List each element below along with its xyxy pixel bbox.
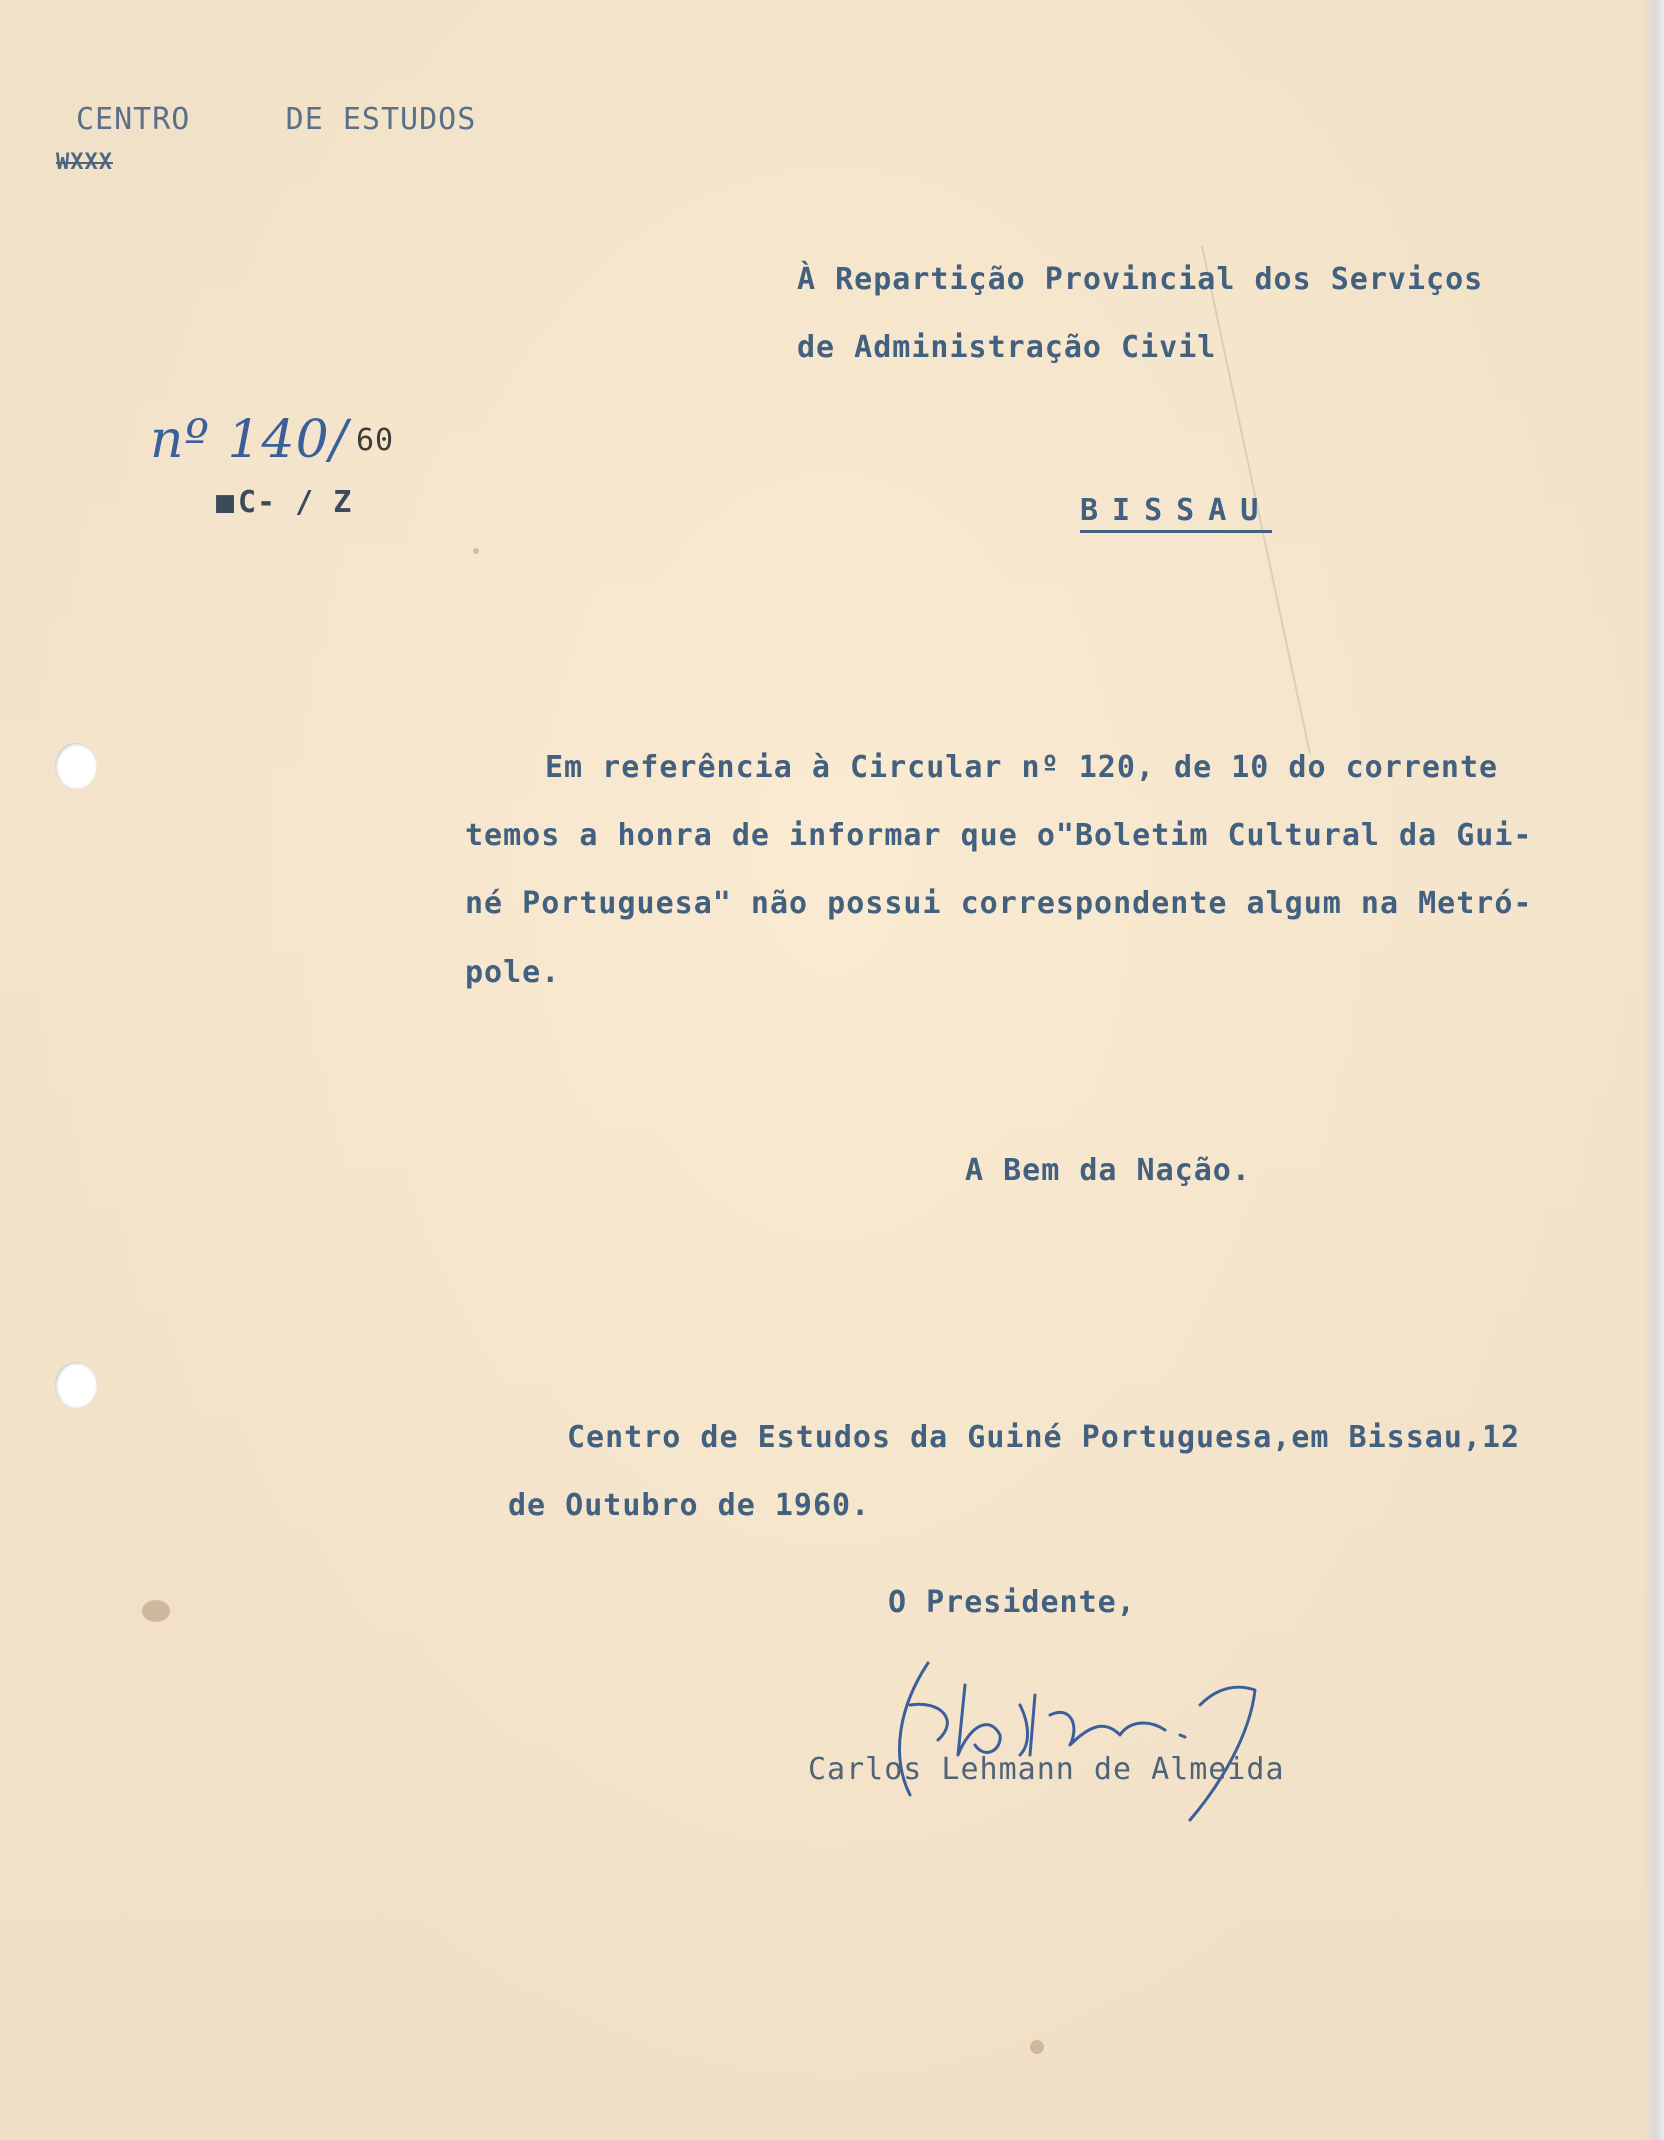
- closing-salutation: A Bem da Nação.: [965, 1153, 1251, 1188]
- body-line-4: pole.: [465, 955, 561, 990]
- addressee-line-1: À Repartição Provincial dos Serviços: [797, 262, 1484, 297]
- body-line-1: Em referência à Circular nº 120, de 10 do corrente: [545, 750, 1499, 785]
- stain: [1030, 2040, 1044, 2054]
- handwritten-signature: [880, 1645, 1360, 1825]
- punch-hole-top: [55, 743, 97, 789]
- addressee-city: BISSAU: [1080, 493, 1272, 533]
- addressee-line-2: de Administração Civil: [797, 330, 1217, 365]
- handwritten-reference-number: nº 140/: [150, 410, 349, 470]
- stain: [142, 1600, 170, 1622]
- place-date-line-1: Centro de Estudos da Guiné Portuguesa,em Bissau,12: [567, 1420, 1521, 1455]
- body-line-3: né Portuguesa" não possui correspondente algum na Metró-: [465, 886, 1533, 921]
- reference-code: C- / Z: [238, 485, 353, 520]
- letterhead-org: CENTRO DE ESTUDOS: [76, 102, 477, 137]
- signatory-title: O Presidente,: [888, 1585, 1136, 1620]
- punch-hole-bottom: [55, 1362, 97, 1408]
- reference-code-mark: ■: [216, 485, 236, 520]
- stain: [473, 548, 479, 554]
- signatory-name: Carlos Lehmann de Almeida: [808, 1752, 1285, 1787]
- letterhead-struck: WXXX: [56, 150, 113, 175]
- body-line-2: temos a honra de informar que o"Boletim Cultural da Gui-: [465, 818, 1533, 853]
- page-edge: [1644, 0, 1664, 2140]
- reference-year: 60: [356, 423, 395, 458]
- place-date-line-2: de Outubro de 1960.: [508, 1488, 871, 1523]
